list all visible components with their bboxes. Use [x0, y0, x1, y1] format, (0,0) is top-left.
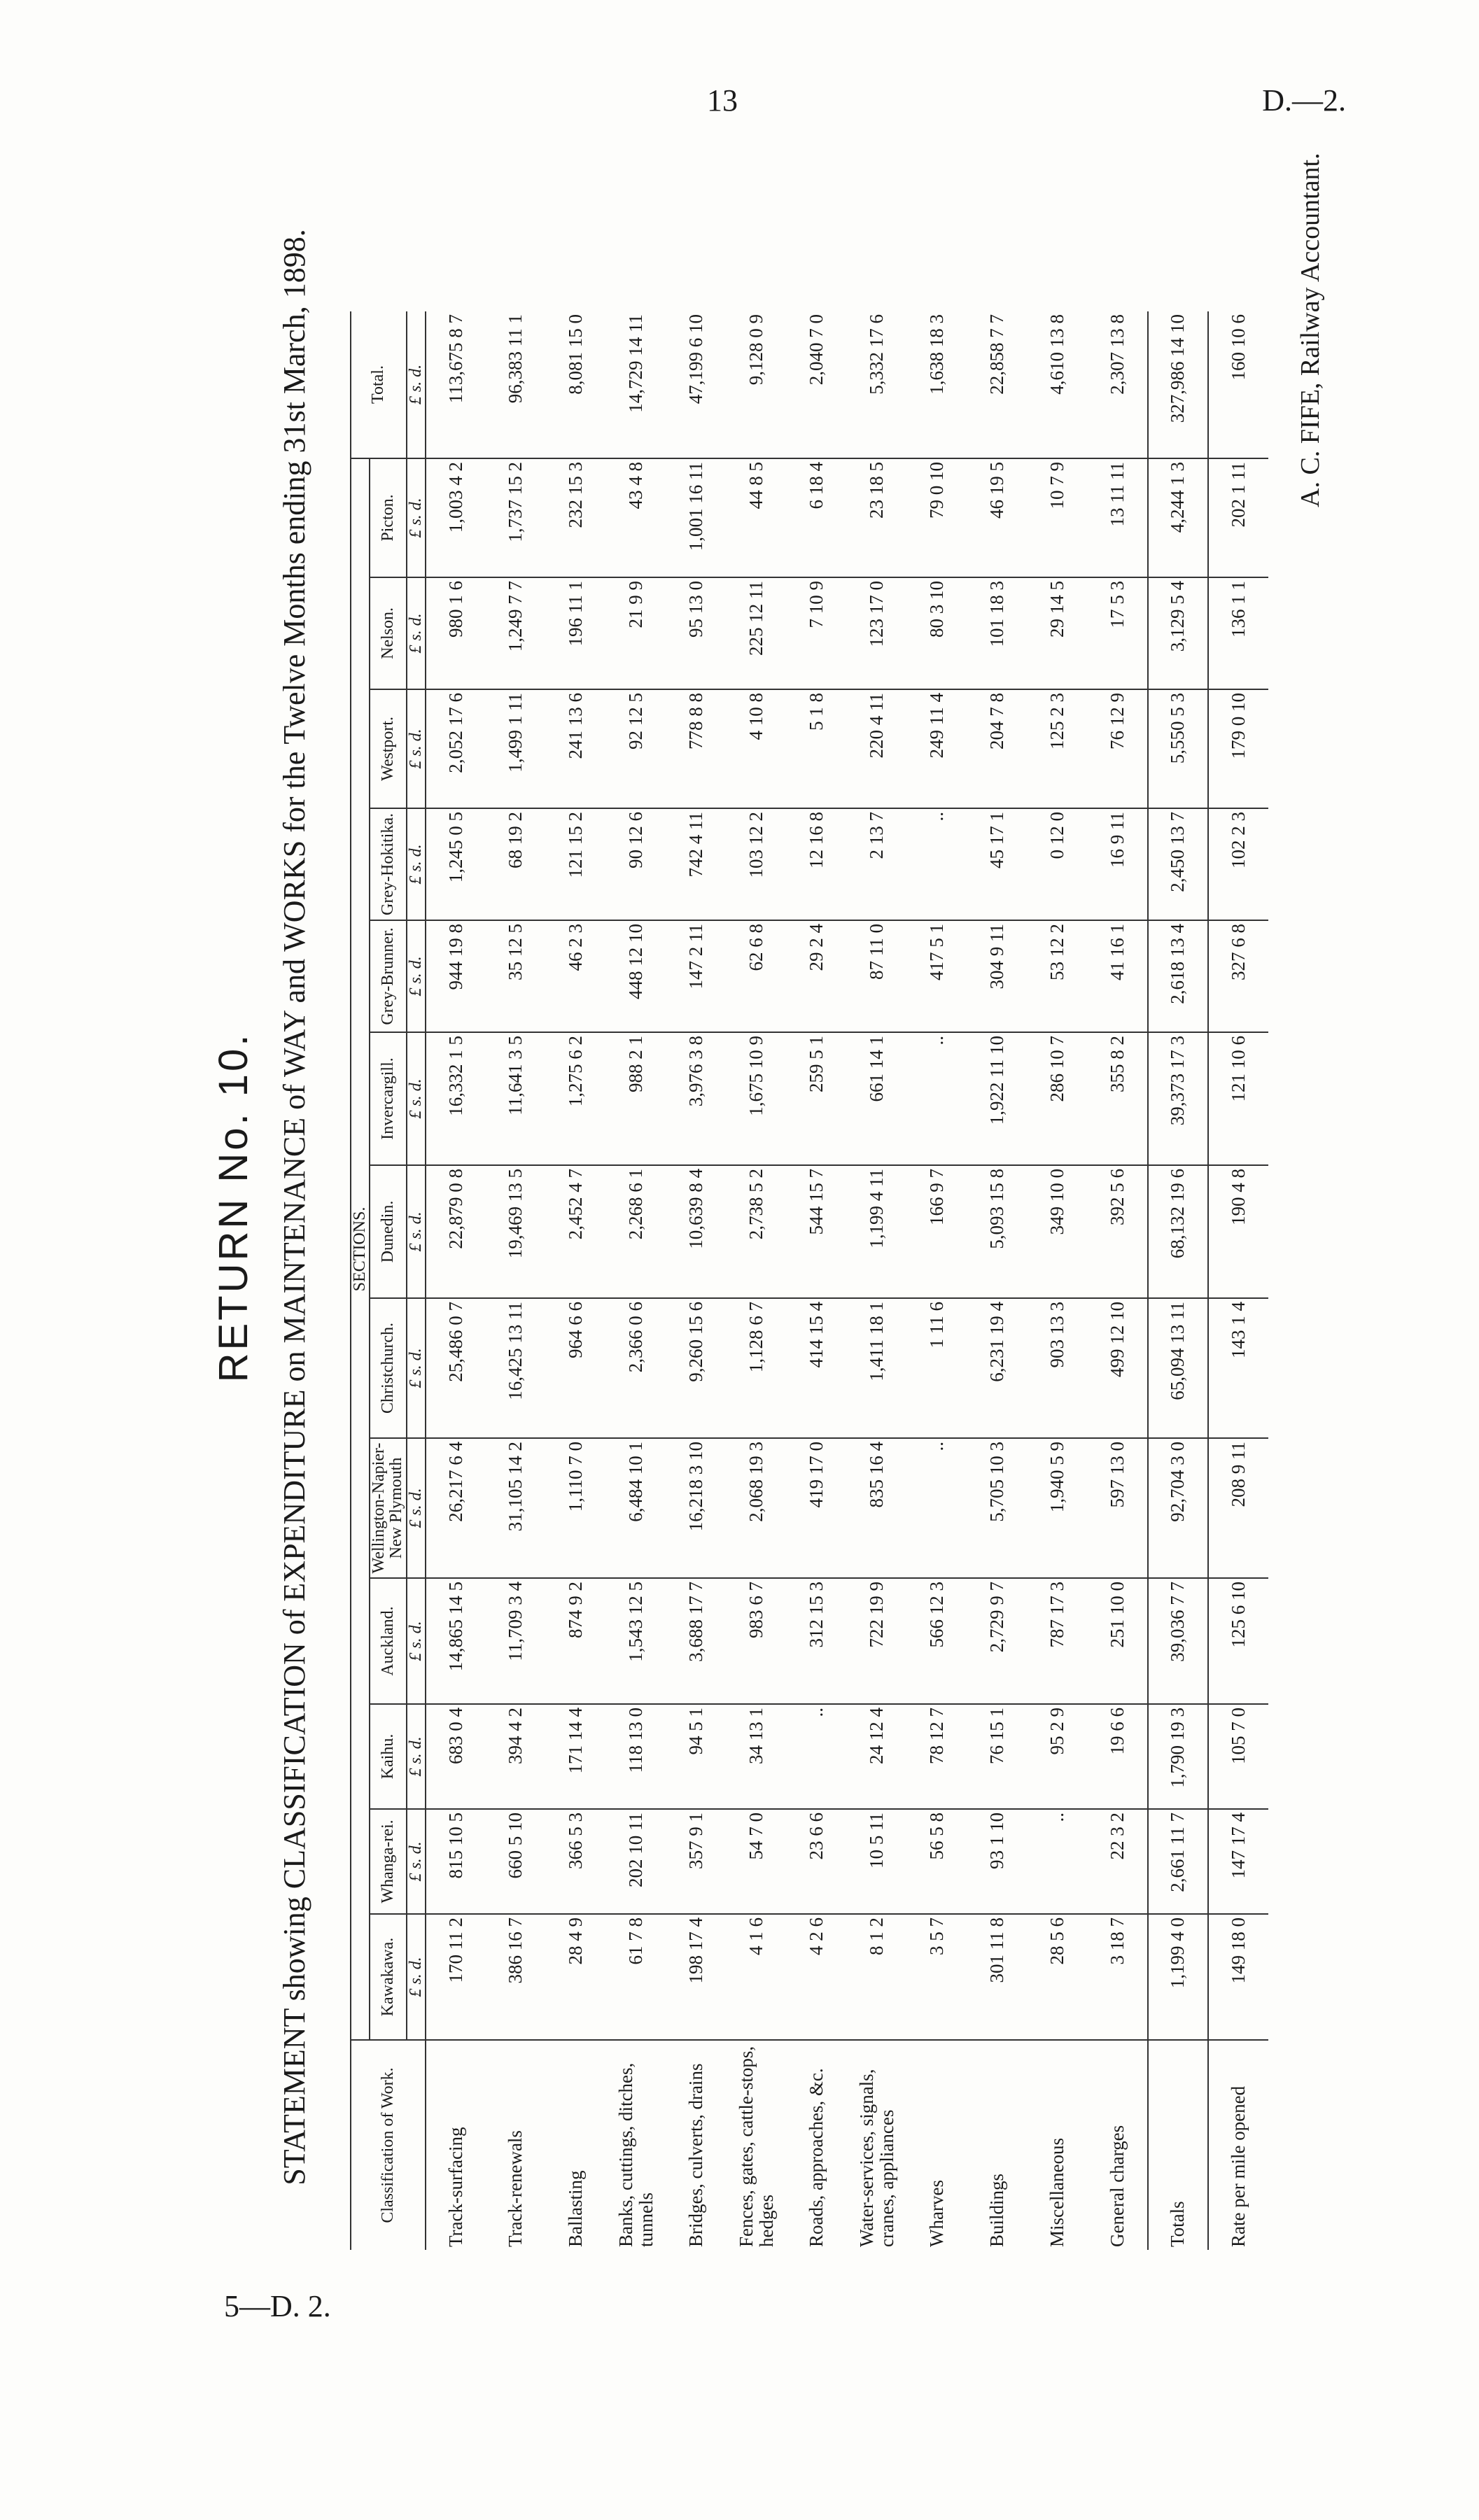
- amount-cell: 76 12 9: [1088, 689, 1148, 808]
- row-label: Buildings: [967, 2040, 1028, 2250]
- amount-cell: 448 12 10: [606, 920, 666, 1032]
- table-row: [1028, 311, 1088, 2250]
- statement-heading: STATEMENT showing CLASSIFICATION of EXPENDITURE on MAINTENANCE of WAY and WORKS for the Twelve Months ending 31st March, 1898.: [277, 229, 311, 2185]
- total-cell: 14,729 14 11: [625, 314, 647, 413]
- amount-cell: 414 15 4: [787, 1298, 847, 1438]
- section-header: Invercargill.: [370, 1032, 406, 1165]
- unit-header: £ s. d.: [407, 1032, 426, 1165]
- unit-header: £ s. d.: [407, 808, 426, 920]
- amount-cell: 3,129 5 4: [1148, 577, 1208, 689]
- amount-cell: 22,879 0 8: [426, 1165, 486, 1298]
- amount-cell: 56 5 8: [907, 1809, 967, 1914]
- section-header: Kaihu.: [370, 1704, 406, 1809]
- amount-cell: 23 6 6: [787, 1809, 847, 1914]
- amount-cell: 1,199 4 11: [847, 1165, 907, 1298]
- row-label: General charges: [1088, 2040, 1148, 2250]
- table-row: [787, 311, 847, 2250]
- amount-cell: ..: [1028, 1809, 1088, 1914]
- amount-cell: 597 13 0: [1088, 1438, 1148, 1578]
- amount-cell: 312 15 3: [787, 1578, 847, 1704]
- amount-cell: 983 6 7: [727, 1578, 787, 1704]
- total-cell: 2,040 7 0: [806, 314, 827, 386]
- amount-cell: 147 2 11: [666, 920, 727, 1032]
- amount-cell: 2,618 13 4: [1148, 920, 1208, 1032]
- amount-cell: 660 5 10: [486, 1809, 546, 1914]
- total-cell: 8,081 15 0: [565, 314, 587, 395]
- amount-cell: 1,003 4 2: [426, 458, 486, 577]
- amount-cell: 28 4 9: [546, 1914, 606, 2040]
- amount-cell: 944 19 8: [426, 920, 486, 1032]
- document-reference: D.—2.: [1262, 83, 1346, 118]
- section-header: Whanga-rei.: [370, 1809, 406, 1914]
- total-cell: 9,128 0 9: [745, 314, 767, 386]
- section-names-row: [370, 311, 406, 2250]
- amount-cell: 3,976 3 8: [666, 1032, 727, 1165]
- amount-cell: 1,940 5 9: [1028, 1438, 1088, 1578]
- unit-header: £ s. d.: [407, 1914, 426, 2040]
- amount-cell: 7 10 9: [787, 577, 847, 689]
- total-cell: 4,610 13 8: [1046, 314, 1068, 395]
- amount-cell: 1,499 1 11: [486, 689, 546, 808]
- amount-cell: 101 18 3: [967, 577, 1028, 689]
- amount-cell: 1,110 7 0: [546, 1438, 606, 1578]
- signature: A. C. FIFE, Railway Accountant.: [1296, 153, 1325, 507]
- amount-cell: 366 5 3: [546, 1809, 606, 1914]
- amount-cell: 166 9 7: [907, 1165, 967, 1298]
- row-label: Ballasting: [546, 2040, 606, 2250]
- amount-cell: 5,705 10 3: [967, 1438, 1028, 1578]
- table-row: [847, 311, 907, 2250]
- amount-cell: 118 13 0: [606, 1704, 666, 1809]
- amount-cell: 232 15 3: [546, 458, 606, 577]
- amount-cell: 2,052 17 6: [426, 689, 486, 808]
- amount-cell: 39,373 17 3: [1148, 1032, 1208, 1165]
- amount-cell: 68,132 19 6: [1148, 1165, 1208, 1298]
- amount-cell: 17 5 3: [1088, 577, 1148, 689]
- amount-cell: 16,425 13 11: [486, 1298, 546, 1438]
- amount-cell: 102 2 3: [1208, 808, 1268, 920]
- amount-cell: 357 9 1: [666, 1809, 727, 1914]
- amount-cell: 241 13 6: [546, 689, 606, 808]
- unit-header: £ s. d.: [407, 920, 426, 1032]
- amount-cell: 392 5 6: [1088, 1165, 1148, 1298]
- row-label: Water-services, signals, cranes, appliances: [847, 2040, 907, 2250]
- amount-cell: 25,486 0 7: [426, 1298, 486, 1438]
- sections-header: SECTIONS.: [351, 458, 370, 2040]
- amount-cell: 95 2 9: [1028, 1704, 1088, 1809]
- amount-cell: 4 1 6: [727, 1914, 787, 2040]
- row-label: Track-surfacing: [426, 2040, 486, 2250]
- amount-cell: 0 12 0: [1028, 808, 1088, 920]
- amount-cell: 44 8 5: [727, 458, 787, 577]
- amount-cell: 903 13 3: [1028, 1298, 1088, 1438]
- amount-cell: 301 11 8: [967, 1914, 1028, 2040]
- amount-cell: 41 16 1: [1088, 920, 1148, 1032]
- amount-cell: 65,094 13 11: [1148, 1298, 1208, 1438]
- table-body: [426, 311, 1268, 2250]
- amount-cell: 190 4 8: [1208, 1165, 1268, 1298]
- amount-cell: 149 18 0: [1208, 1914, 1268, 2040]
- amount-cell: 249 11 4: [907, 689, 967, 808]
- amount-cell: 76 15 1: [967, 1704, 1028, 1809]
- amount-cell: 2,366 0 6: [606, 1298, 666, 1438]
- amount-cell: 566 12 3: [907, 1578, 967, 1704]
- amount-cell: 1,249 7 7: [486, 577, 546, 689]
- section-header: Christchurch.: [370, 1298, 406, 1438]
- amount-cell: 394 4 2: [486, 1704, 546, 1809]
- amount-cell: 6,231 19 4: [967, 1298, 1028, 1438]
- classification-header: Classification of Work.: [351, 2040, 426, 2250]
- amount-cell: 21 9 9: [606, 577, 666, 689]
- amount-cell: 386 16 7: [486, 1914, 546, 2040]
- amount-cell: 208 9 11: [1208, 1438, 1268, 1578]
- table-row: [666, 311, 727, 2250]
- amount-cell: 26,217 6 4: [426, 1438, 486, 1578]
- table-row: [1208, 311, 1268, 2250]
- section-header: Westport.: [370, 689, 406, 808]
- amount-cell: 1,199 4 0: [1148, 1914, 1208, 2040]
- amount-cell: 2 13 7: [847, 808, 907, 920]
- total-cell: 113,675 8 7: [444, 314, 466, 404]
- total-cell: 5,332 17 6: [866, 314, 888, 395]
- amount-cell: 988 2 1: [606, 1032, 666, 1165]
- amount-cell: 35 12 5: [486, 920, 546, 1032]
- amount-cell: 19,469 13 5: [486, 1165, 546, 1298]
- total-cell: 96,383 11 1: [505, 314, 526, 404]
- section-header: Wellington-Napier-New Plymouth: [370, 1438, 406, 1578]
- amount-cell: ..: [907, 1438, 967, 1578]
- row-label: Roads, approaches, &c.: [787, 2040, 847, 2250]
- amount-cell: 24 12 4: [847, 1704, 907, 1809]
- amount-cell: 34 13 1: [727, 1704, 787, 1809]
- section-header: Picton.: [370, 458, 406, 577]
- table-row: [606, 311, 666, 2250]
- amount-cell: 92 12 5: [606, 689, 666, 808]
- unit-header: £ s. d.: [407, 458, 426, 577]
- amount-cell: 147 17 4: [1208, 1809, 1268, 1914]
- amount-cell: 2,452 4 7: [546, 1165, 606, 1298]
- table-row: [727, 311, 787, 2250]
- amount-cell: 125 6 10: [1208, 1578, 1268, 1704]
- total-cell: 22,858 7 7: [986, 314, 1008, 395]
- table-row: [1088, 311, 1148, 2250]
- row-label: Banks, cuttings, ditches, tunnels: [606, 2040, 666, 2250]
- expenditure-table: [350, 311, 1268, 2250]
- amount-cell: 92,704 3 0: [1148, 1438, 1208, 1578]
- amount-cell: 1,411 18 1: [847, 1298, 907, 1438]
- amount-cell: 123 17 0: [847, 577, 907, 689]
- amount-cell: 4 10 8: [727, 689, 787, 808]
- amount-cell: 225 12 11: [727, 577, 787, 689]
- table-row: [426, 311, 486, 2250]
- amount-cell: 94 5 1: [666, 1704, 727, 1809]
- amount-cell: 14,865 14 5: [426, 1578, 486, 1704]
- amount-cell: 5,093 15 8: [967, 1165, 1028, 1298]
- amount-cell: 2,268 6 1: [606, 1165, 666, 1298]
- amount-cell: 1,737 15 2: [486, 458, 546, 577]
- amount-cell: 29 14 5: [1028, 577, 1088, 689]
- amount-cell: 874 9 2: [546, 1578, 606, 1704]
- amount-cell: 39,036 7 7: [1148, 1578, 1208, 1704]
- table-row: [967, 311, 1028, 2250]
- section-header: Grey-Hokitika.: [370, 808, 406, 920]
- amount-cell: 54 7 0: [727, 1809, 787, 1914]
- amount-cell: 90 12 6: [606, 808, 666, 920]
- amount-cell: 196 11 1: [546, 577, 606, 689]
- section-header: Kawakawa.: [370, 1914, 406, 2040]
- amount-cell: 143 1 4: [1208, 1298, 1268, 1438]
- amount-cell: 4,244 1 3: [1148, 458, 1208, 577]
- amount-cell: 251 10 0: [1088, 1578, 1148, 1704]
- amount-cell: 79 0 10: [907, 458, 967, 577]
- amount-cell: 23 18 5: [847, 458, 907, 577]
- section-header: Auckland.: [370, 1578, 406, 1704]
- amount-cell: ..: [907, 808, 967, 920]
- section-header: Grey-Brunner.: [370, 920, 406, 1032]
- amount-cell: 202 1 11: [1208, 458, 1268, 577]
- amount-cell: 6,484 10 1: [606, 1438, 666, 1578]
- amount-cell: 171 14 4: [546, 1704, 606, 1809]
- row-label: Bridges, culverts, drains: [666, 2040, 727, 2250]
- amount-cell: ..: [907, 1032, 967, 1165]
- table-row: [546, 311, 606, 2250]
- amount-cell: 46 19 5: [967, 458, 1028, 577]
- amount-cell: 9,260 15 6: [666, 1298, 727, 1438]
- total-header: Total.: [351, 311, 407, 458]
- amount-cell: 1 11 6: [907, 1298, 967, 1438]
- amount-cell: 349 10 0: [1028, 1165, 1088, 1298]
- total-cell: 160 10 6: [1227, 314, 1249, 381]
- amount-cell: 62 6 8: [727, 920, 787, 1032]
- unit-header: £ s. d.: [407, 1704, 426, 1809]
- amount-cell: 1,001 16 11: [666, 458, 727, 577]
- amount-cell: 46 2 3: [546, 920, 606, 1032]
- amount-cell: 2,068 19 3: [727, 1438, 787, 1578]
- amount-cell: 417 5 1: [907, 920, 967, 1032]
- amount-cell: 61 7 8: [606, 1914, 666, 2040]
- amount-cell: 13 11 11: [1088, 458, 1148, 577]
- amount-cell: 121 15 2: [546, 808, 606, 920]
- unit-header: £ s. d.: [407, 1438, 426, 1578]
- unit-header: £ s. d.: [407, 1298, 426, 1438]
- amount-cell: 8 1 2: [847, 1914, 907, 2040]
- amount-cell: 1,275 6 2: [546, 1032, 606, 1165]
- amount-cell: 964 6 6: [546, 1298, 606, 1438]
- amount-cell: 28 5 6: [1028, 1914, 1088, 2040]
- unit-header: £ s. d.: [407, 689, 426, 808]
- amount-cell: 16 9 11: [1088, 808, 1148, 920]
- amount-cell: 980 1 6: [426, 577, 486, 689]
- row-label: Wharves: [907, 2040, 967, 2250]
- table-row: [486, 311, 546, 2250]
- amount-cell: 220 4 11: [847, 689, 907, 808]
- row-label: Rate per mile opened: [1208, 2040, 1268, 2250]
- amount-cell: 544 15 7: [787, 1165, 847, 1298]
- section-header: Dunedin.: [370, 1165, 406, 1298]
- row-label: Fences, gates, cattle-stops, hedges: [727, 2040, 787, 2250]
- amount-cell: 742 4 11: [666, 808, 727, 920]
- rotated-content: [189, 153, 1449, 2257]
- amount-cell: 1,675 10 9: [727, 1032, 787, 1165]
- amount-cell: 6 18 4: [787, 458, 847, 577]
- page-number: 13: [707, 83, 738, 118]
- amount-cell: 5 1 8: [787, 689, 847, 808]
- sheet-reference: 5—D. 2.: [224, 2289, 331, 2323]
- row-label: Totals: [1148, 2040, 1208, 2250]
- amount-cell: 3,688 17 7: [666, 1578, 727, 1704]
- amount-cell: 2,450 13 7: [1148, 808, 1208, 920]
- amount-cell: 661 14 1: [847, 1032, 907, 1165]
- amount-cell: 787 17 3: [1028, 1578, 1088, 1704]
- amount-cell: 11,641 3 5: [486, 1032, 546, 1165]
- amount-cell: 10 7 9: [1028, 458, 1088, 577]
- amount-cell: ..: [787, 1704, 847, 1809]
- amount-cell: 10 5 11: [847, 1809, 907, 1914]
- units-row: [407, 311, 426, 2250]
- amount-cell: 22 3 2: [1088, 1809, 1148, 1914]
- amount-cell: 12 16 8: [787, 808, 847, 920]
- amount-cell: 103 12 2: [727, 808, 787, 920]
- amount-cell: 778 8 8: [666, 689, 727, 808]
- amount-cell: 2,661 11 7: [1148, 1809, 1208, 1914]
- amount-cell: 355 8 2: [1088, 1032, 1148, 1165]
- unit-header: £ s. d.: [407, 577, 426, 689]
- amount-cell: 31,105 14 2: [486, 1438, 546, 1578]
- amount-cell: 419 17 0: [787, 1438, 847, 1578]
- amount-cell: 179 0 10: [1208, 689, 1268, 808]
- amount-cell: 87 11 0: [847, 920, 907, 1032]
- amount-cell: 5,550 5 3: [1148, 689, 1208, 808]
- row-label: Miscellaneous: [1028, 2040, 1088, 2250]
- table-row: [1148, 311, 1208, 2250]
- amount-cell: 121 10 6: [1208, 1032, 1268, 1165]
- amount-cell: 78 12 7: [907, 1704, 967, 1809]
- unit-header: £ s. d.: [406, 364, 425, 405]
- amount-cell: 136 1 1: [1208, 577, 1268, 689]
- amount-cell: 93 1 10: [967, 1809, 1028, 1914]
- amount-cell: 1,543 12 5: [606, 1578, 666, 1704]
- amount-cell: 4 2 6: [787, 1914, 847, 2040]
- table-row: [907, 311, 967, 2250]
- amount-cell: 3 18 7: [1088, 1914, 1148, 2040]
- amount-cell: 3 5 7: [907, 1914, 967, 2040]
- amount-cell: 683 0 4: [426, 1704, 486, 1809]
- amount-cell: 43 4 8: [606, 458, 666, 577]
- amount-cell: 835 16 4: [847, 1438, 907, 1578]
- amount-cell: 10,639 8 4: [666, 1165, 727, 1298]
- amount-cell: 29 2 4: [787, 920, 847, 1032]
- amount-cell: 815 10 5: [426, 1809, 486, 1914]
- amount-cell: 198 17 4: [666, 1914, 727, 2040]
- amount-cell: 1,922 11 10: [967, 1032, 1028, 1165]
- amount-cell: 19 6 6: [1088, 1704, 1148, 1809]
- section-header: Nelson.: [370, 577, 406, 689]
- amount-cell: 1,128 6 7: [727, 1298, 787, 1438]
- unit-header: £ s. d.: [407, 1165, 426, 1298]
- amount-cell: 202 10 11: [606, 1809, 666, 1914]
- unit-header: £ s. d.: [407, 1578, 426, 1704]
- total-cell: 2,307 13 8: [1106, 314, 1128, 395]
- row-label: Track-renewals: [486, 2040, 546, 2250]
- amount-cell: 80 3 10: [907, 577, 967, 689]
- amount-cell: 1,245 0 5: [426, 808, 486, 920]
- amount-cell: 16,218 3 10: [666, 1438, 727, 1578]
- amount-cell: 125 2 3: [1028, 689, 1088, 808]
- amount-cell: 95 13 0: [666, 577, 727, 689]
- amount-cell: 2,738 5 2: [727, 1165, 787, 1298]
- return-title: RETURN No. 10.: [211, 1032, 256, 1383]
- unit-header: £ s. d.: [407, 1809, 426, 1914]
- amount-cell: 16,332 1 5: [426, 1032, 486, 1165]
- amount-cell: 53 12 2: [1028, 920, 1088, 1032]
- amount-cell: 45 17 1: [967, 808, 1028, 920]
- total-cell: 47,199 6 10: [685, 314, 707, 404]
- amount-cell: 1,790 19 3: [1148, 1704, 1208, 1809]
- amount-cell: 68 19 2: [486, 808, 546, 920]
- amount-cell: 2,729 9 7: [967, 1578, 1028, 1704]
- amount-cell: 204 7 8: [967, 689, 1028, 808]
- total-cell: 1,638 18 3: [926, 314, 948, 395]
- amount-cell: 327 6 8: [1208, 920, 1268, 1032]
- amount-cell: 304 9 11: [967, 920, 1028, 1032]
- amount-cell: 722 19 9: [847, 1578, 907, 1704]
- amount-cell: 286 10 7: [1028, 1032, 1088, 1165]
- amount-cell: 11,709 3 4: [486, 1578, 546, 1704]
- amount-cell: 499 12 10: [1088, 1298, 1148, 1438]
- amount-cell: 259 5 1: [787, 1032, 847, 1165]
- amount-cell: 170 11 2: [426, 1914, 486, 2040]
- total-cell: 327,986 14 10: [1167, 314, 1189, 423]
- amount-cell: 105 7 0: [1208, 1704, 1268, 1809]
